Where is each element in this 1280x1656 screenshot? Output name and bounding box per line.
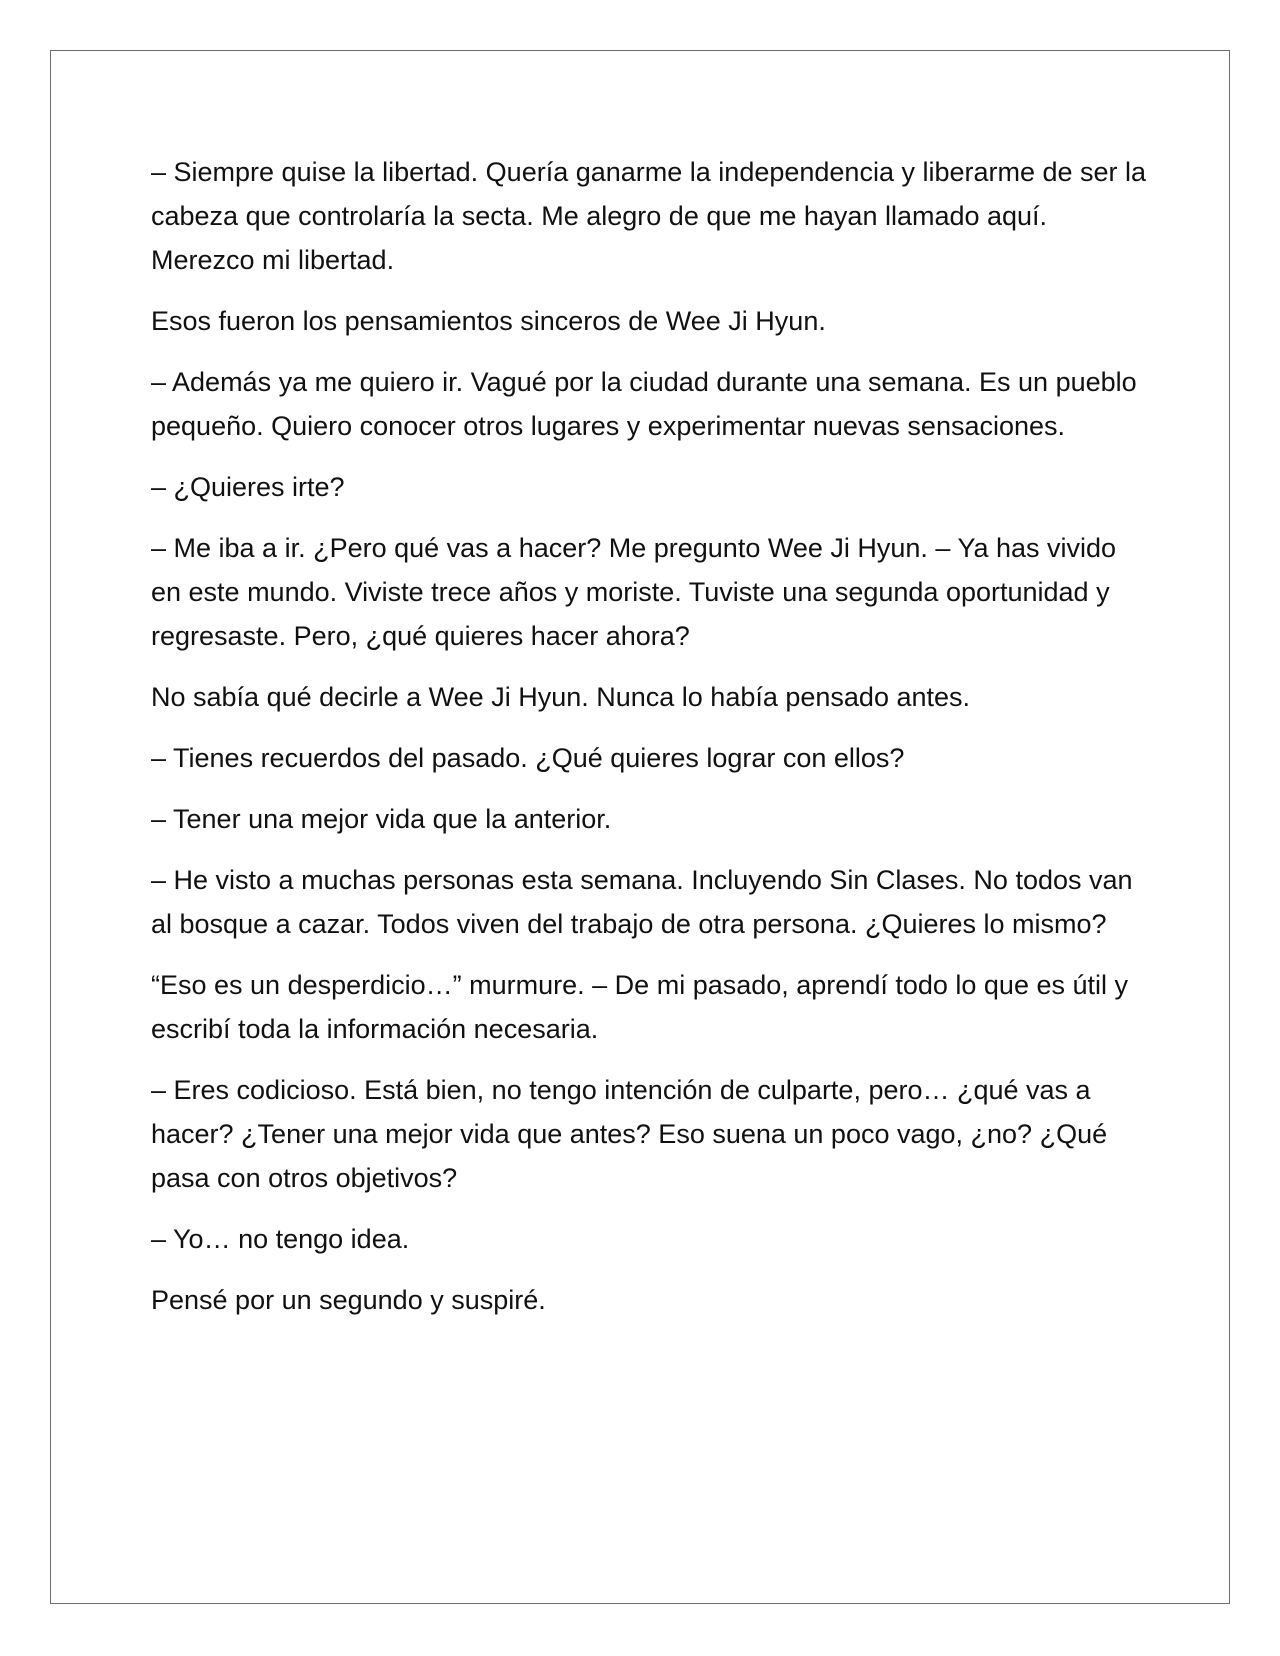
paragraph: Pensé por un segundo y suspiré. bbox=[151, 1285, 546, 1315]
paragraph: – Además ya me quiero ir. Vagué por la ciudad durante una semana. Es un pueblo pequeño. Quiero conocer otros lugares y experimentar nuevas sensaciones. bbox=[151, 367, 1137, 441]
paragraph: – He visto a muchas personas esta semana. Incluyendo Sin Clases. No todos van al bosque a cazar. Todos viven del trabajo de otra persona. ¿Quieres lo mismo? bbox=[151, 865, 1133, 939]
paragraph: – Tener una mejor vida que la anterior. bbox=[151, 804, 612, 834]
paragraph: “Eso es un desperdicio…” murmure. – De mi pasado, aprendí todo lo que es útil y escribí toda la información necesaria. bbox=[151, 970, 1128, 1044]
paragraph: Esos fueron los pensamientos sinceros de Wee Ji Hyun. bbox=[151, 306, 826, 336]
paragraph: – Eres codicioso. Está bien, no tengo intención de culparte, pero… ¿qué vas a hacer? ¿Tener una mejor vida que antes? Eso suena un poco vago, ¿no? ¿Qué pasa con otros objetivos? bbox=[151, 1075, 1108, 1193]
paragraph: – Me iba a ir. ¿Pero qué vas a hacer? Me pregunto Wee Ji Hyun. – Ya has vivido en este mundo. Viviste trece años y moriste. Tuviste una segunda oportunidad y regresaste. Pero, ¿qué quieres hacer ahora? bbox=[151, 533, 1117, 651]
document-body bbox=[151, 150, 1151, 1339]
paragraph: – ¿Quieres irte? bbox=[151, 472, 345, 502]
paragraph: – Yo… no tengo idea. bbox=[151, 1224, 410, 1254]
paragraph: – Siempre quise la libertad. Quería ganarme la independencia y liberarme de ser la cabeza que controlaría la secta. Me alegro de que me hayan llamado aquí. Merezco mi libertad. bbox=[151, 157, 1147, 275]
paragraph: – Tienes recuerdos del pasado. ¿Qué quieres lograr con ellos? bbox=[151, 743, 905, 773]
paragraph: No sabía qué decirle a Wee Ji Hyun. Nunca lo había pensado antes. bbox=[151, 682, 971, 712]
